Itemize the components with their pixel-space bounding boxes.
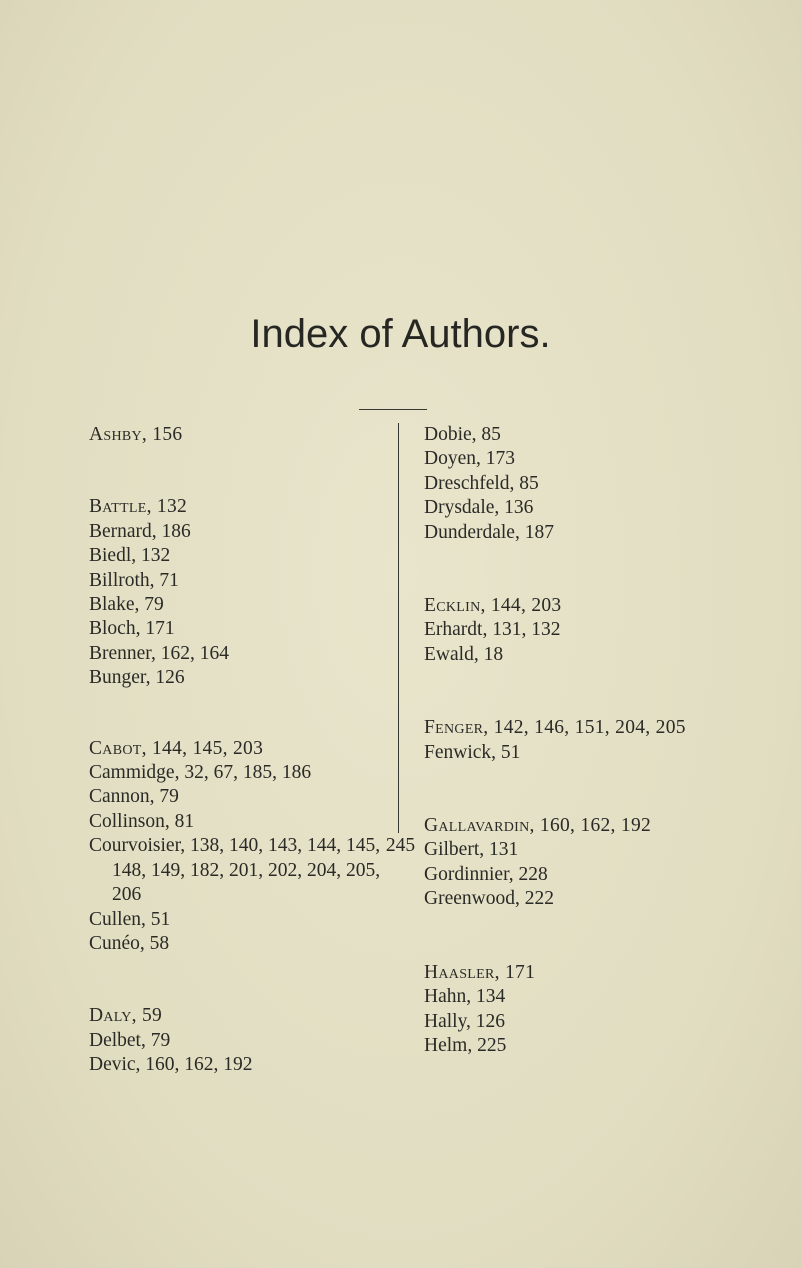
index-entry: Drysdale, 136 bbox=[424, 497, 534, 519]
index-group-g bbox=[424, 814, 714, 912]
index-entry: Battle, 132 bbox=[89, 496, 188, 518]
index-entry: Doyen, 173 bbox=[424, 448, 515, 470]
index-column-right bbox=[424, 423, 714, 1058]
index-entry: Gallavardin, 160, 162, 192 bbox=[424, 815, 652, 837]
index-entry: Gordinnier, 228 bbox=[424, 863, 548, 885]
index-entry: Helm, 225 bbox=[424, 1034, 507, 1056]
index-entry: Fenwick, 51 bbox=[424, 741, 521, 763]
index-entry: Devic, 160, 162, 192 bbox=[89, 1054, 253, 1076]
index-entry: Ecklin, 144, 203 bbox=[424, 595, 562, 617]
index-entry: Bloch, 171 bbox=[89, 618, 175, 640]
index-entry: Gilbert, 131 bbox=[424, 839, 519, 861]
index-entry: Dunderdale, 187 bbox=[424, 521, 554, 543]
index-entry: Fenger, 142, 146, 151, 204, 205 bbox=[424, 717, 686, 739]
index-entry: Cannon, 79 bbox=[89, 786, 179, 808]
index-entry: Blake, 79 bbox=[89, 594, 164, 616]
index-entry: Dobie, 85 bbox=[424, 424, 501, 445]
index-group-d-cont bbox=[424, 423, 714, 545]
index-entry: Cunéo, 58 bbox=[89, 932, 170, 954]
index-entry: Delbet, 79 bbox=[89, 1029, 171, 1051]
index-entry: Cullen, 51 bbox=[89, 908, 171, 930]
index-entry: Ewald, 18 bbox=[424, 643, 504, 665]
index-group-h bbox=[424, 961, 714, 1059]
index-entry: Hahn, 134 bbox=[424, 986, 506, 1008]
index-entry: Collinson, 81 bbox=[89, 810, 195, 832]
index-entry: Biedl, 132 bbox=[89, 545, 171, 567]
index-entry: Hally, 126 bbox=[424, 1010, 506, 1032]
index-entry: Cammidge, 32, 67, 185, 186 bbox=[89, 762, 312, 784]
index-entry: Greenwood, 222 bbox=[424, 888, 554, 910]
index-entry: Cabot, 144, 145, 203 bbox=[89, 737, 264, 759]
index-entry: Billroth, 71 bbox=[89, 569, 179, 591]
index-entry: Haasler, 171 bbox=[424, 961, 536, 983]
index-group-f bbox=[424, 716, 714, 765]
index-group-a bbox=[89, 423, 389, 447]
index-entry: Erhardt, 131, 132 bbox=[424, 619, 561, 641]
index-entry: Bunger, 126 bbox=[89, 667, 185, 689]
index-entry: Dreschfeld, 85 bbox=[424, 472, 539, 494]
index-column-left bbox=[89, 423, 389, 1078]
index-entry: Courvoisier, 138, 140, 143, 144, 145, 148, 149, 182, 201, 202, 204, 205, 206 bbox=[89, 835, 381, 906]
index-group-d bbox=[89, 1004, 389, 1077]
page-title: Index of Authors. bbox=[250, 312, 551, 356]
title-rule bbox=[359, 409, 427, 410]
page-number: 245 bbox=[385, 835, 416, 856]
index-group-b bbox=[89, 495, 389, 690]
column-divider bbox=[398, 423, 399, 833]
index-entry: Ashby, 156 bbox=[89, 424, 183, 445]
index-group-e bbox=[424, 594, 714, 667]
index-entry: Brenner, 162, 164 bbox=[89, 642, 230, 664]
index-entry: Bernard, 186 bbox=[89, 520, 191, 542]
index-entry: Daly, 59 bbox=[89, 1005, 163, 1027]
